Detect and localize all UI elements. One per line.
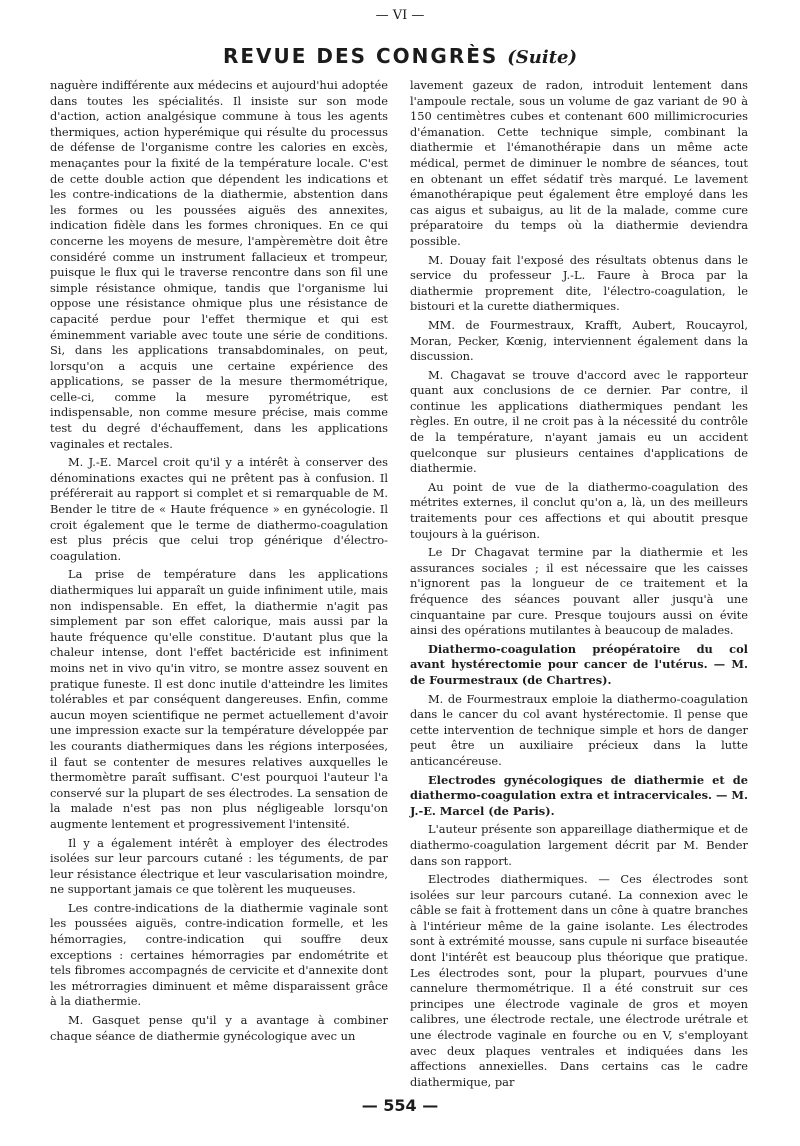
roman-page-number: — VI — xyxy=(375,8,425,23)
paragraph-left-2: M. J.-E. Marcel croit qu'il y a intérêt à conserver des dénominations exactes qui ne prêtent pas à confusion. Il préférerait au rapport si complet et si remarquable de M. Bender le titre de « Haute fréquence » en gynécologie. Il croit également que le terme de diathermo-coagulation est plus précis que celui trop générique d'électro-coagulation. xyxy=(50,455,388,563)
paragraph-left-3: La prise de température dans les applications diathermiques lui apparaît un guide infiniment utile, mais non indispensable. En effet, la diathermie n'agit pas simplement par son effet calorique, mais aussi par la haute fréquence qu'elle constitue. D'autant plus que la chaleur intense, dont l'effet bactéricide est infiniment moins net in vivo qu'in vitro, se montre assez souvent en pratique funeste. Il est donc inutile d'atteindre les limites tolérables et par conséquent dangereuses. Enfin, comme aucun moyen scientifique ne permet actuellement d'avoir une impression exacte sur la température développée par les courants diathermiques dans les régions interposées, il faut se contenter de mesures relatives auxquelles le thermomètre paraît suffisant. C'est pourquoi l'auteur l'a conservé sur la plupart de ses électrodes. La sensation de la malade n'est pas non plus négligeable lorsqu'on augmente lentement et progressivement l'intensité. xyxy=(50,567,388,831)
section-suite: (Suite) xyxy=(507,47,578,68)
paragraph-right-3: MM. de Fourmestraux, Krafft, Aubert, Roucayrol, Moran, Pecker, Kœnig, interviennent également dans la discussion. xyxy=(410,317,748,364)
section-title: REVUE DES CONGRÈS xyxy=(222,44,499,68)
paragraph-right-6: Le Dr Chagavat termine par la diathermie et les assurances sociales ; il est nécessaire que les caisses n'ignorent pas la longueur de ce traitement et la fréquence des séances pouvant aller jusqu'à une cinquantaine par cure. Presque toujours aussi on évite ainsi des opérations mutilantes à beaucoup de malades. xyxy=(410,545,748,638)
paragraph-left-1: naguère indifférente aux médecins et aujourd'hui adoptée dans toutes les spécialités. Il insiste sur son mode d'action, action analgésique commune à tous les agents thermiques, action hyperémique qui résulte du processus de défense de l'organisme contre les calories en excès, menaçantes pour la fixité de la température locale. C'est de cette double action que dépendent les indications et les contre-indications de la diathermie, abstention dans les formes ou les poussées aiguës des annexites, indication fidèle dans les formes chroniques. En ce qui concerne les moyens de mesure, l'ampèremètre doit être considéré comme un instrument fallacieux et trompeur, puisque le flux qui le traverse rencontre dans son fil une simple résistance ohmique, tandis que l'organisme lui oppose une résistance ohmique plus une résistance de capacité perdue pour l'effet thermique et qui est éminemment variable avec toute une série de conditions. Si, dans les applications transabdominales, on peut, lorsqu'on a acquis une certaine expérience des applications, se passer de la mesure thermométrique, celle-ci, comme la mesure pyrométrique, est indispensable, non comme mesure précise, mais comme test du degré d'échauffement, dans les applications vaginales et rectales. xyxy=(50,78,388,451)
paragraph-right-10: L'auteur présente son appareillage diathermique et de diathermo-coagulation largement décrit par M. Bender dans son rapport. xyxy=(410,822,748,868)
journal-section-title xyxy=(0,44,800,68)
left-column xyxy=(50,78,388,1047)
article-heading-diathermo-coagulation: Diathermo-coagulation préopératoire du col avant hystérectomie pour cancer de l'utérus. — M. de Fourmestraux (de Chartres). xyxy=(410,641,748,687)
paragraph-right-4: M. Chagavat se trouve d'accord avec le rapporteur quant aux conclusions de ce dernier. Par contre, il continue les applications diathermiques pendant les règles. En outre, il ne croit pas à la nécessité du contrôle de la température, n'ayant jamais eu un accident quelconque sur plusieurs centaines d'applications de diathermie. xyxy=(410,367,748,476)
paragraph-left-5: Les contre-indications de la diathermie vaginale sont les poussées aiguës, contre-indication formelle, et les hémorragies, contre-indication qui souffre deux exceptions : certaines hémorragies par endométrite et tels fibromes accompagnés de cervicite et d'annexite dont les métrorragies diminuent et même disparaissent grâce à la diathermie. xyxy=(50,900,388,1009)
paragraph-right-5: Au point de vue de la diathermo-coagulation des métrites externes, il conclut qu'on a, là, un des meilleurs traitements pour ces affections et qui aboutit presque toujours à la guérison. xyxy=(410,479,748,541)
article-heading-electrodes: Electrodes gynécologiques de diathermie et de diathermo-coagulation extra et intracervicales. — M. J.-E. Marcel (de Paris). xyxy=(410,772,748,818)
paragraph-right-2: M. Douay fait l'exposé des résultats obtenus dans le service du professeur J.-L. Faure à Broca par la diathermie proprement dite, l'électro-coagulation, le bistouri et la curette diathermiques. xyxy=(410,252,748,314)
right-column xyxy=(410,78,748,1093)
paragraph-left-6: M. Gasquet pense qu'il y a avantage à combiner chaque séance de diathermie gynécologique avec un xyxy=(50,1013,388,1043)
paragraph-right-11: Electrodes diathermiques. — Ces électrodes sont isolées sur leur parcours cutané. La connexion avec le câble se fait à frottement dans un cône à quatre branches à l'intérieur même de la gaine isolante. Les électrodes sont à extrémité mousse, sans cupule ni surface biseautée dont l'intérêt est beaucoup plus théorique que pratique. Les électrodes sont, pour la plupart, pourvues d'une cannelure thermométrique. Il a été construit sur ces principes une électrode vaginale de gros et moyen calibres, une électrode rectale, une électrode urétrale et une électrode vaginale en fourche ou en V, s'employant avec deux plaques ventrales et indiquées dans les affections annexielles. Dans certains cas le cadre diathermique, par xyxy=(410,872,748,1089)
paragraph-right-8: M. de Fourmestraux emploie la diathermo-coagulation dans le cancer du col avant hystérectomie. Il pense que cette intervention de technique simple et hors de danger peut être un auxiliaire précieux dans la lutte anticancéreuse. xyxy=(410,691,748,768)
paragraph-left-4: Il y a également intérêt à employer des électrodes isolées sur leur parcours cutané : les téguments, de par leur résistance électrique et leur vascularisation moindre, ne supportant jamais ce que tolèrent les muqueuses. xyxy=(50,835,388,897)
paragraph-right-1: lavement gazeux de radon, introduit lentement dans l'ampoule rectale, sous un volume de gaz variant de 90 à 150 centimètres cubes et contenant 600 millimicrocuries d'émanation. Cette technique simple, combinant la diathermie et l'émanothérapie dans un même acte médical, permet de diminuer le nombre de séances, tout en obtenant un effet sédatif très marqué. Le lavement émanothérapique peut également être employé dans les cas aigus et subaigus, au lit de la malade, comme cure préparatoire du temps où la diathermie deviendra possible. xyxy=(410,78,748,248)
page-number: — 554 — xyxy=(361,1096,439,1115)
